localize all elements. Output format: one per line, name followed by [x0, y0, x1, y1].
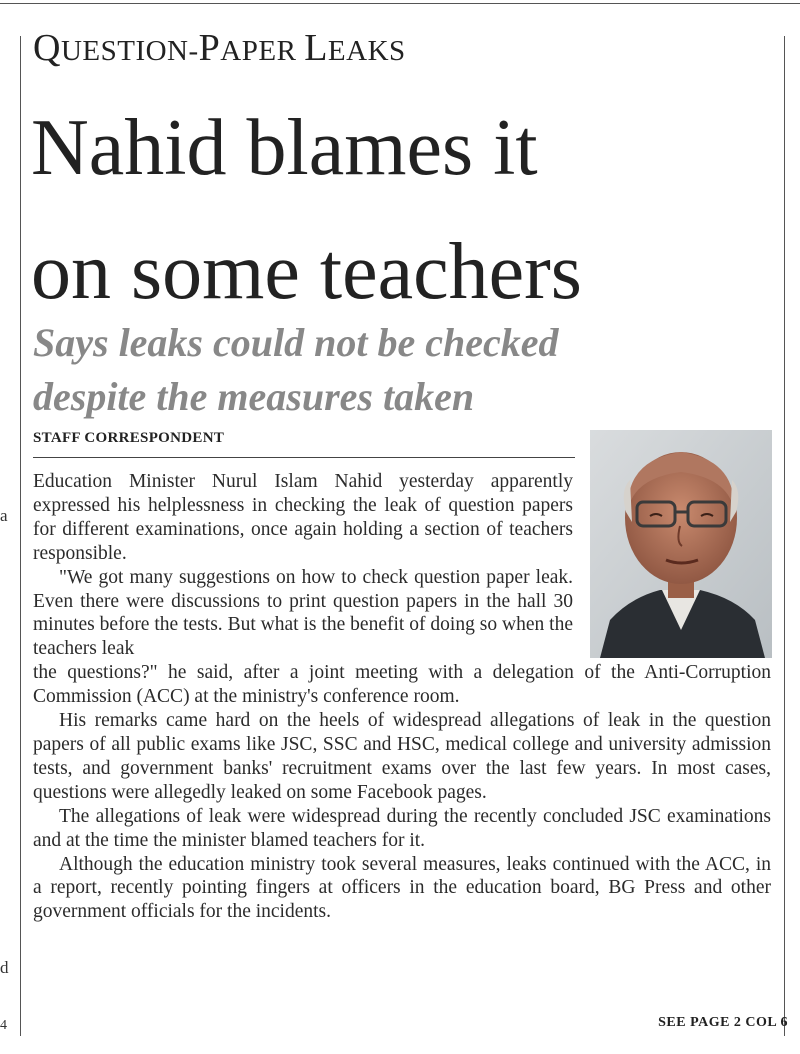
left-column-fragment: 4 [0, 1018, 7, 1033]
top-rule [0, 3, 800, 4]
article-body [33, 470, 771, 924]
paragraph: His remarks came hard on the heels of widespread allegations of leak in the question papers of all public exams like JSC, SSC and HSC, medical college and university admission tests, and government banks' recruitment exams over the last few years. In most cases, questions were allegedly leaked on some Facebook pages. [33, 710, 771, 803]
paragraph: "We got many suggestions on how to check question paper leak. Even there were discussions to print question papers in the hall 30 minutes before the tests. But what is the benefit of doing so when the teachers leak [33, 566, 573, 660]
byline: STAFF CORRESPONDENT [33, 430, 225, 446]
headline-line: Nahid blames it [31, 104, 538, 192]
left-column-fragment: d [0, 958, 9, 977]
paragraph: Although the education ministry took several measures, leaks continued with the ACC, in a report, recently pointing fingers at officers in the education board, BG Press and other government officials for the incidents. [33, 853, 771, 923]
headline [31, 86, 582, 334]
subheadline [33, 316, 559, 424]
jump-line[interactable]: SEE PAGE 2 COL 6 [658, 1015, 788, 1030]
left-column-rule [20, 36, 21, 1036]
kicker: QUESTION-PAPER LEAKS [33, 27, 406, 69]
paragraph: Education Minister Nurul Islam Nahid yesterday apparently expressed his helplessness in checking the leak of question papers for different examinations, once again holding a section of teachers responsible. [33, 471, 573, 564]
subheadline-line: despite the measures taken [33, 374, 475, 419]
paragraph: The allegations of leak were widespread during the recently concluded JSC examinations and at the time the minister blamed teachers for it. [33, 805, 771, 851]
headline-line: on some teachers [31, 228, 582, 316]
left-column-fragment: a [0, 506, 8, 525]
subheadline-line: Says leaks could not be checked [33, 320, 559, 365]
paragraph: the questions?" he said, after a joint meeting with a delegation of the Anti-Corruption Commission (ACC) at the ministry's conference room. [33, 662, 771, 708]
byline-rule [33, 457, 575, 458]
right-column-rule [784, 36, 785, 1036]
